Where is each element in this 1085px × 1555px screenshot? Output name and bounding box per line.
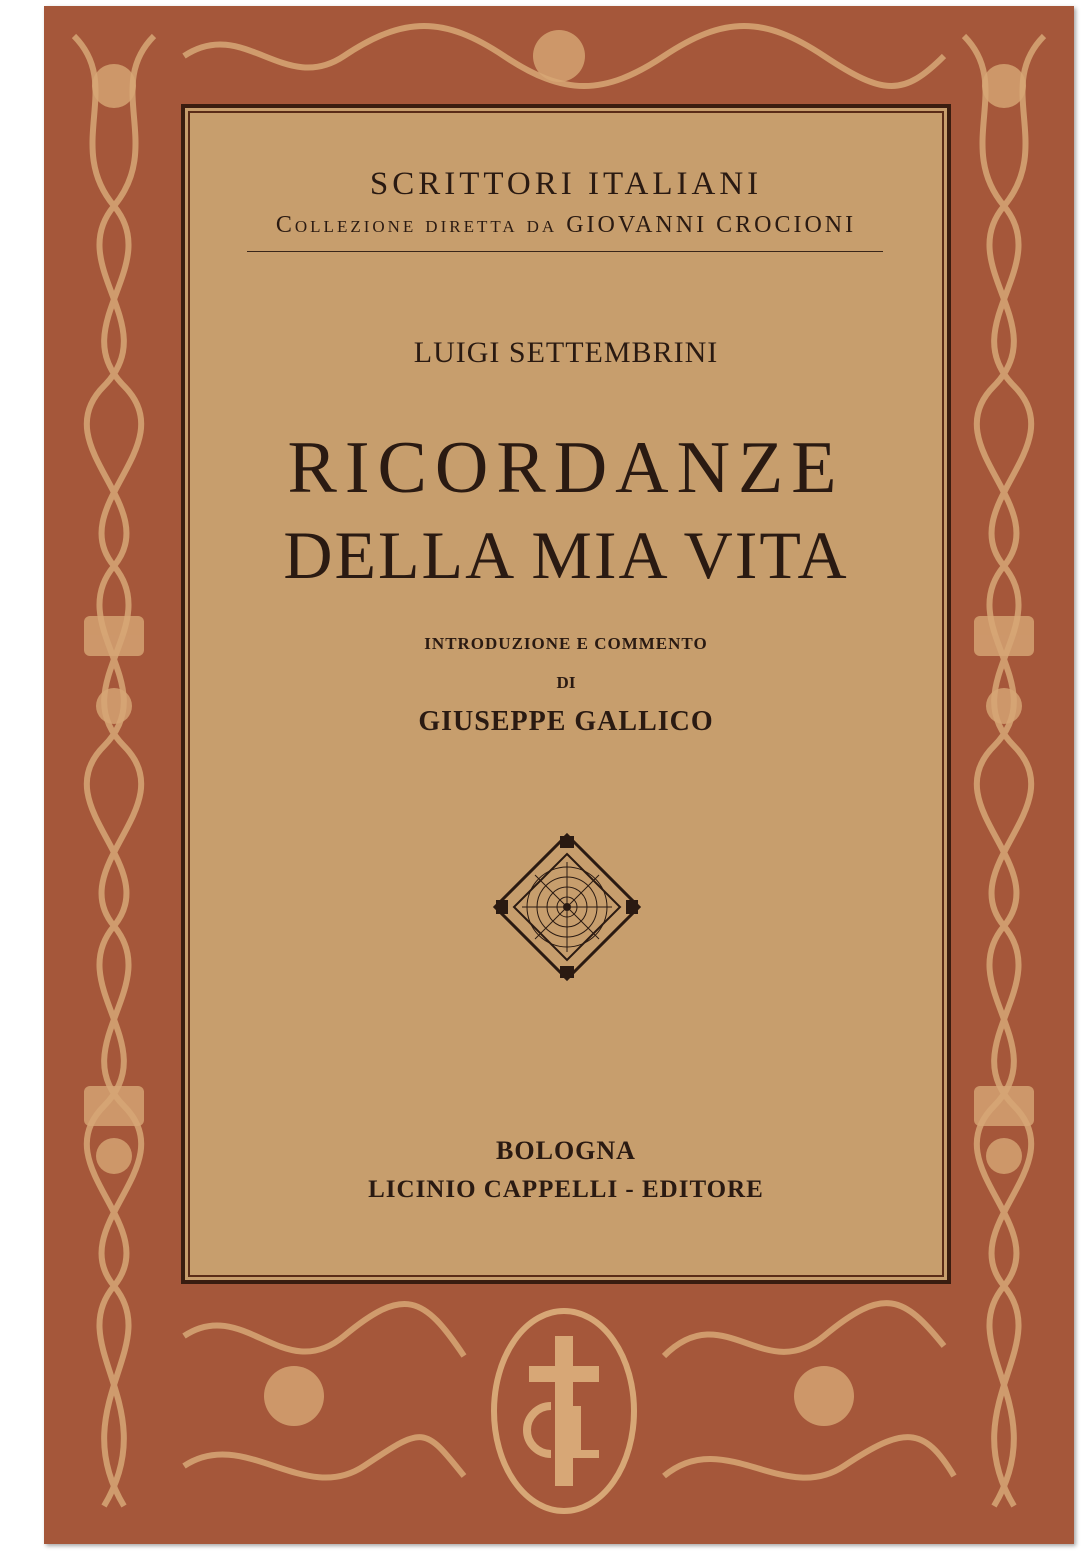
book-cover	[44, 6, 1074, 1544]
title-panel	[181, 104, 951, 1284]
di-label: DI	[556, 673, 576, 692]
editor-name: GIUSEPPE GALLICO	[418, 706, 714, 737]
divider	[247, 251, 883, 252]
publication-city: BOLOGNA	[496, 1136, 636, 1165]
series-title: SCRITTORI ITALIANI	[369, 166, 763, 202]
collection-line: Collezione diretta da GIOVANNI CROCIONI	[275, 212, 857, 238]
book-title-line2: DELLA MIA VITA	[283, 517, 849, 593]
cl-monogram-icon	[489, 1306, 639, 1516]
publisher-name: LICINIO CAPPELLI - EDITORE	[368, 1176, 764, 1203]
author-name: LUIGI SETTEMBRINI	[413, 336, 719, 369]
spider-web-emblem-icon	[492, 832, 642, 982]
intro-label: INTRODUZIONE E COMMENTO	[424, 634, 708, 653]
book-title-line1: RICORDANZE	[287, 427, 845, 509]
